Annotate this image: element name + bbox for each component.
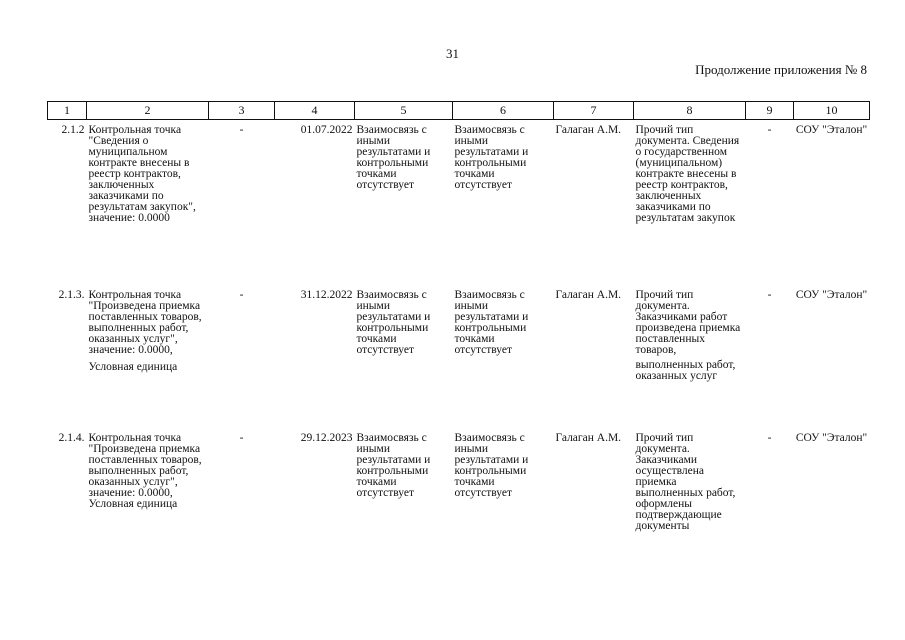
table-row — [48, 120, 870, 286]
row-number: 2.1.2 — [61, 124, 85, 136]
document-type: Прочий тип документа. Заказчиками осуществлена приемка выполненных работ, оформлены подтверждающие документы — [635, 432, 736, 532]
appendix-note: Продолжение приложения № 8 — [695, 62, 867, 77]
control-points-table — [47, 101, 870, 543]
column-9-value: - — [767, 289, 772, 301]
column-3-value: - — [239, 432, 244, 444]
relationship-text: Взаимосвязь с иными результатами и контрольными точками отсутствует — [356, 124, 431, 191]
column-header: 10 — [794, 102, 870, 120]
table-header-row — [48, 102, 870, 120]
column-3-value: - — [239, 124, 244, 136]
column-header: 3 — [209, 102, 275, 120]
responsible-person: Галаган А.М. — [555, 124, 622, 136]
document-text: Прочий тип документа. Заказчиками работ произведена приемка поставленных товаров, — [635, 289, 741, 356]
column-3-value: - — [239, 289, 244, 301]
column-header: 8 — [634, 102, 746, 120]
row-number: 2.1.3. — [58, 289, 85, 301]
information-system: СОУ "Эталон" — [795, 289, 868, 301]
column-header: 6 — [453, 102, 554, 120]
column-header: 9 — [746, 102, 794, 120]
page-number: 31 — [446, 46, 459, 61]
responsible-person: Галаган А.М. — [555, 289, 622, 301]
due-date: 01.07.2022 — [300, 124, 353, 136]
column-9-value: - — [767, 124, 772, 136]
responsible-person: Галаган А.М. — [555, 432, 622, 444]
table-row — [48, 285, 870, 428]
unit-note: Условная единица — [88, 361, 178, 373]
relationship-text: Взаимосвязь с иными результатами и контрольными точками отсутствует — [454, 124, 529, 191]
control-point-name — [87, 120, 209, 286]
control-point-text: Контрольная точка "Произведена приемка поставленных товаров, выполненных работ, оказанных услуг", значение: 0.0000, — [88, 289, 202, 356]
relationship-text: Взаимосвязь с иными результатами и контрольными точками отсутствует — [356, 432, 431, 499]
control-point-text: Контрольная точка "Сведения о муниципальном контракте внесены в реестр контрактов, заключенных заказчиками по результатам закупок", значение: 0.0000 — [88, 124, 196, 224]
information-system: СОУ "Эталон" — [795, 432, 868, 444]
column-header: 1 — [48, 102, 87, 120]
information-system: СОУ "Эталон" — [795, 124, 868, 136]
row-number: 2.1.4. — [58, 432, 85, 444]
relationship-text: Взаимосвязь с иными результатами и контрольными точками отсутствует — [454, 289, 529, 356]
column-9-value: - — [767, 432, 772, 444]
document-text-continued: выполненных работ, оказанных услуг — [635, 359, 736, 382]
document-type: Прочий тип документа. Сведения о государственном (муниципальном) контракте внесены в реестр контрактов, заключенных заказчиками по результатам закупок — [635, 124, 740, 224]
table-row — [48, 428, 870, 543]
column-header: 4 — [275, 102, 355, 120]
relationship-text: Взаимосвязь с иными результатами и контрольными точками отсутствует — [356, 289, 431, 356]
column-header: 5 — [355, 102, 453, 120]
control-point-name — [87, 285, 209, 428]
column-header: 7 — [554, 102, 634, 120]
control-point-text: Контрольная точка "Произведена приемка поставленных товаров, выполненных работ, оказанных услуг", значение: 0.0000, Условная единица — [88, 432, 202, 510]
due-date: 31.12.2022 — [300, 289, 353, 301]
relationship-text: Взаимосвязь с иными результатами и контрольными точками отсутствует — [454, 432, 529, 499]
column-header: 2 — [87, 102, 209, 120]
control-point-name — [87, 428, 209, 543]
due-date: 29.12.2023 — [300, 432, 353, 444]
document-type — [634, 285, 746, 428]
